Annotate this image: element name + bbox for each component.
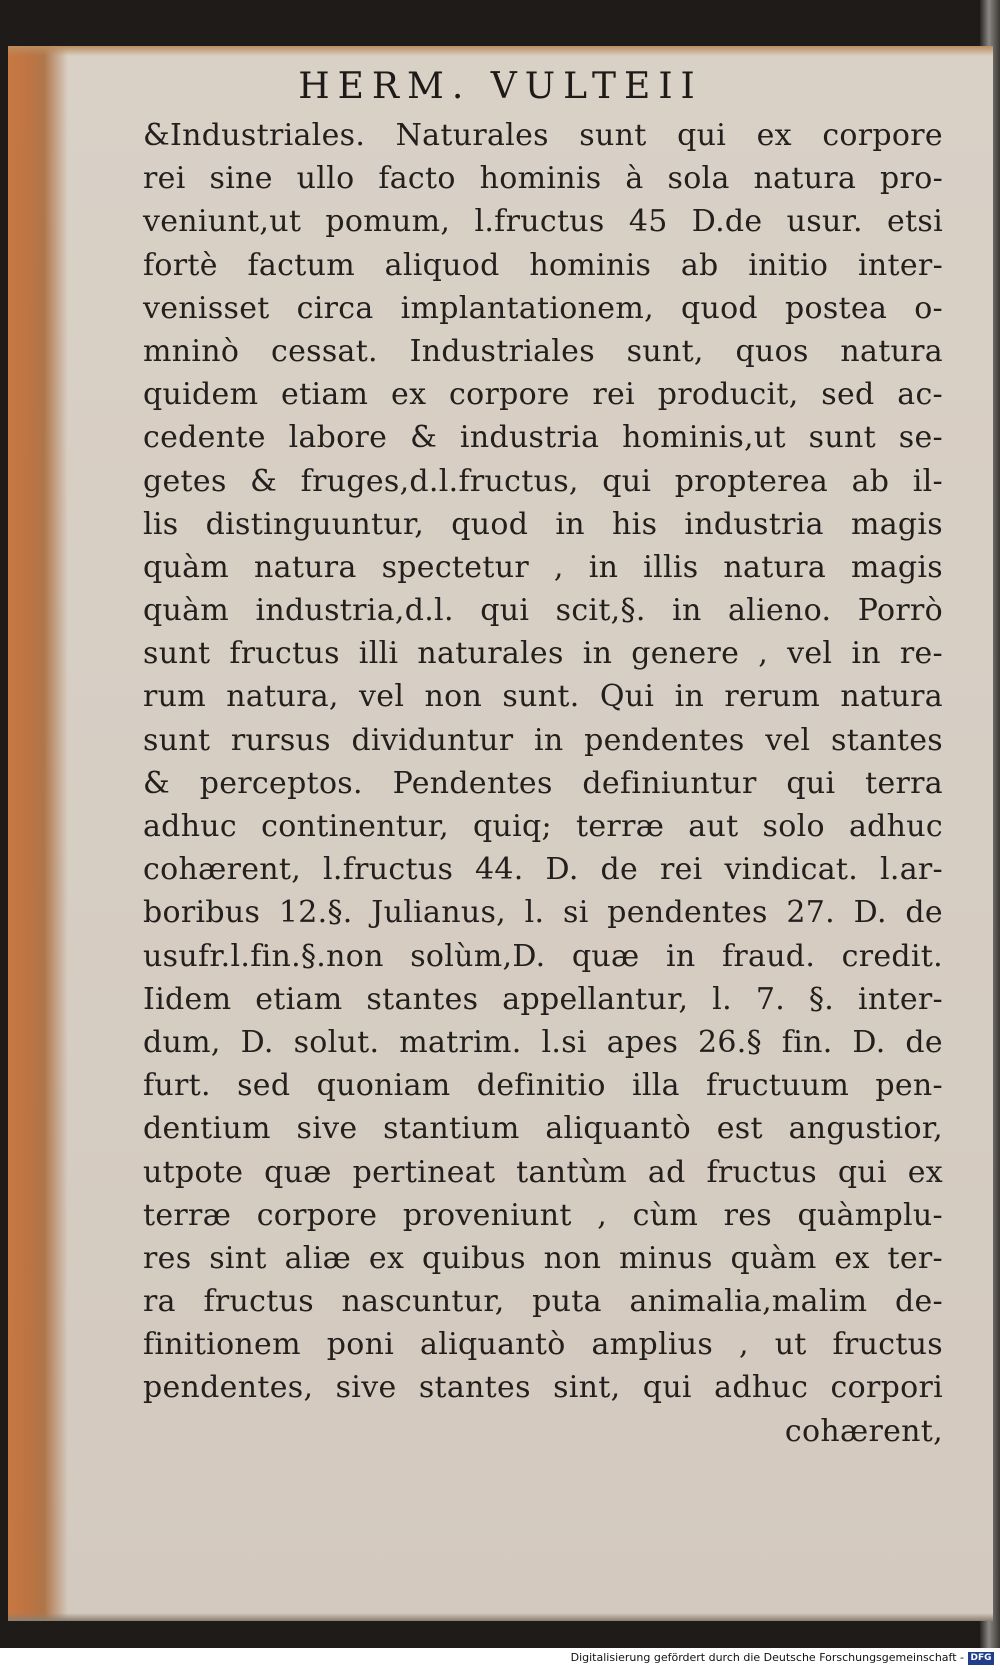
text-line: rum natura, vel non sunt. Qui in rerum natura: [143, 679, 943, 715]
dfg-logo[interactable]: DFG: [968, 1652, 994, 1665]
funding-credit: Digitalisierung gefördert durch die Deutsche Forschungsgemeinschaft -: [570, 1651, 964, 1664]
text-line: ra fructus nascuntur, puta animalia,malim de-: [143, 1284, 943, 1320]
text-line: quidem etiam ex corpore rei producit, sed ac-: [143, 377, 943, 413]
text-line: res sint aliæ ex quibus non minus quàm ex ter-: [143, 1240, 943, 1276]
text-line: finitionem poni aliquantò amplius , ut fructus: [143, 1327, 943, 1363]
text-line: mninò cessat. Industriales sunt, quos natura: [143, 333, 943, 369]
page-bottom-edge: [8, 1613, 993, 1621]
running-head: HERM. VULTEII: [298, 66, 703, 107]
text-line: boribus 12.§. Julianus, l. si pendentes 27. D. de: [143, 895, 943, 931]
text-line: quàm natura spectetur , in illis natura magis: [143, 549, 943, 585]
catchword: cohærent,: [784, 1413, 943, 1449]
text-line: utpote quæ pertineat tantùm ad fructus qui ex: [143, 1154, 943, 1190]
text-line: terræ corpore proveniunt , cùm res quàmplu-: [143, 1197, 943, 1233]
text-line: furt. sed quoniam definitio illa fructuum pen-: [143, 1068, 943, 1104]
text-line: sunt rursus dividuntur in pendentes vel stantes: [143, 722, 943, 758]
text-line: &Industriales. Naturales sunt qui ex corpore: [143, 118, 943, 153]
page-top-edge: [8, 46, 993, 56]
text-line: veniunt,ut pomum, l.fructus 45 D.de usur. etsi: [143, 204, 943, 240]
text-line: pendentes, sive stantes sint, qui adhuc corpori: [143, 1370, 943, 1406]
text-line: Iidem etiam stantes appellantur, l. 7. §. inter-: [143, 981, 943, 1017]
text-line: dum, D. solut. matrim. l.si apes 26.§ fin. D. de: [143, 1024, 943, 1060]
footer-bar: [0, 1648, 1000, 1670]
text-line: quàm industria,d.l. qui scit,§. in alieno. Porrò: [143, 593, 943, 629]
text-line: usufr.l.fin.§.non solùm,D. quæ in fraud. credit.: [143, 938, 943, 974]
text-line: cohærent, l.fructus 44. D. de rei vindicat. l.ar-: [143, 852, 943, 888]
book-page: [8, 46, 993, 1621]
text-line: cedente labore & industria hominis,ut sunt se-: [143, 420, 943, 456]
text-line: & perceptos. Pendentes definiuntur qui terra: [143, 765, 943, 801]
text-line: lis distinguuntur, quod in his industria magis: [143, 506, 943, 542]
text-line: fortè factum aliquod hominis ab initio inter-: [143, 247, 943, 283]
text-line: getes & fruges,d.l.fructus, qui propterea ab il-: [143, 463, 943, 499]
body-text: [143, 114, 943, 1453]
text-line: adhuc continentur, quiq; terræ aut solo adhuc: [143, 809, 943, 844]
text-line: rei sine ullo facto hominis à sola natura pro-: [143, 161, 943, 197]
text-line: dentium sive stantium aliquantò est angustior,: [143, 1111, 943, 1147]
text-line: venisset circa implantationem, quod postea o-: [143, 290, 943, 326]
text-line: sunt fructus illi naturales in genere , vel in re-: [143, 636, 943, 672]
page-gutter-edge: [8, 46, 68, 1621]
